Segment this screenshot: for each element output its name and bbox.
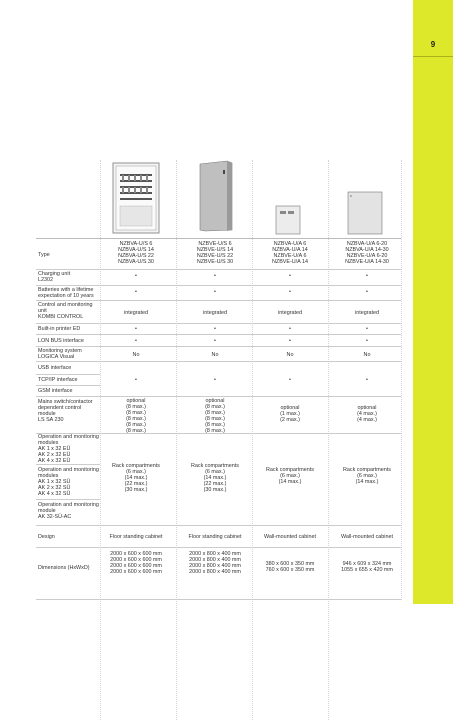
row-divider (36, 396, 401, 397)
row-divider (36, 269, 401, 270)
column-divider (100, 160, 101, 720)
batteries-cell: • (214, 289, 216, 295)
row-label-dimensions: Dimensions (HxWxD) (38, 565, 90, 571)
interfaces-cell: • (289, 377, 291, 383)
row-label-monitoring: Monitoring system LOGICA Visual (38, 348, 82, 361)
rack-cell: Rack compartments (6 max.) (14 max.) (343, 467, 391, 486)
rack-cell: Rack compartments (6 max.) (14 max.) (22 max.) (30 max.) (191, 463, 239, 494)
type-cell: NZBVE-U/S 6 NZBVE-U/S 14 NZBVE-U/S 22 NZBVE-U/S 30 (196, 241, 234, 266)
column-divider (176, 160, 177, 720)
row-divider (36, 323, 401, 324)
row-label-ops-ac: Operation and monitoring module AK 32-SÜ-AC (38, 502, 99, 521)
type-cell: NZBVA-U/A 6-20 NZBVA-U/A 14-30 NZBVE-U/A 6-20 NZBVE-U/A 14-30 (345, 241, 389, 266)
control-cell: integrated (124, 310, 148, 316)
row-divider (36, 385, 100, 386)
row-divider (36, 525, 401, 526)
design-cell: Wall-mounted cabinet (264, 534, 316, 540)
mains-cell: optional (8 max.) (8 max.) (8 max.) (8 max.) (8 max.) (205, 398, 225, 435)
charging-cell: • (366, 273, 368, 279)
wall-cabinet-large-image (347, 191, 383, 235)
printer-cell: • (366, 326, 368, 332)
control-cell: integrated (355, 310, 379, 316)
row-divider (36, 346, 401, 347)
column-divider (401, 160, 402, 600)
monitoring-cell: No (132, 352, 140, 358)
type-cell: NZBVA-U/S 6 NZBVA-U/S 14 NZBVA-U/S 22 NZBVA-U/S 30 (118, 241, 154, 266)
interfaces-cell: • (135, 377, 137, 383)
row-label-tcpip: TCP/IP interface (38, 377, 78, 383)
floor-cabinet-closed-image (199, 160, 233, 232)
row-label-printer: Built-in printer ED (38, 326, 81, 332)
row-divider (36, 334, 401, 335)
lon-cell: • (214, 338, 216, 344)
printer-cell: • (289, 326, 291, 332)
lon-cell: • (289, 338, 291, 344)
row-label-charging: Charging unit L2302 (38, 271, 71, 284)
charging-cell: • (214, 273, 216, 279)
mains-cell: optional (1 max.) (2 max.) (280, 405, 300, 424)
row-divider (36, 238, 401, 239)
charging-cell: • (135, 273, 137, 279)
dimensions-cell: 380 x 600 x 350 mm 760 x 600 x 350 mm (265, 561, 315, 574)
batteries-cell: • (135, 289, 137, 295)
charging-cell: • (289, 273, 291, 279)
page-number: 9 (430, 40, 436, 49)
row-label-lon: LON BUS interface (38, 338, 84, 344)
batteries-cell: • (366, 289, 368, 295)
interfaces-cell: • (214, 377, 216, 383)
dimensions-cell: 2000 x 800 x 400 mm 2000 x 800 x 400 mm 2000 x 800 x 400 mm 2000 x 800 x 400 mm (189, 551, 241, 576)
page-number-rule (413, 56, 453, 57)
row-label-ops-su: Operation and monitoring modules AK 1 x 32 SÜ AK 2 x 32 SÜ AK 4 x 32 SÜ (38, 467, 99, 498)
row-divider (36, 285, 401, 286)
row-divider (36, 547, 401, 548)
interfaces-cell: • (366, 377, 368, 383)
mains-cell: optional (8 max.) (8 max.) (8 max.) (8 max.) (8 max.) (126, 398, 146, 435)
rack-cell: Rack compartments (6 max.) (14 max.) (266, 467, 314, 486)
row-label-mains: Mains switch/contactor dependent control module LS SA 230 (38, 399, 93, 424)
design-cell: Floor standing cabinet (188, 534, 242, 540)
row-label-type: Type (38, 252, 50, 258)
row-divider (36, 374, 100, 375)
row-divider (36, 300, 401, 301)
monitoring-cell: No (211, 352, 219, 358)
printer-cell: • (135, 326, 137, 332)
side-band (413, 0, 453, 604)
control-cell: integrated (278, 310, 302, 316)
row-label-gsm: GSM interface (38, 388, 73, 394)
lon-cell: • (135, 338, 137, 344)
mains-cell: optional (4 max.) (4 max.) (357, 405, 377, 424)
wall-cabinet-small-image (275, 205, 301, 235)
row-label-control: Control and monitoring unit KOMBI CONTROL (38, 302, 93, 321)
control-cell: integrated (203, 310, 227, 316)
monitoring-cell: No (286, 352, 294, 358)
design-cell: Floor standing cabinet (109, 534, 163, 540)
row-label-batteries: Batteries with a lifetime expectation of 10 years (38, 287, 94, 300)
row-divider (36, 499, 100, 500)
floor-cabinet-open-image (112, 162, 160, 234)
row-label-ops-eu: Operation and monitoring modules AK 1 x 32 EÜ AK 2 x 32 EÜ AK 4 x 32 EÜ (38, 434, 99, 465)
batteries-cell: • (289, 289, 291, 295)
type-cell: NZBVA-U/A 6 NZBVA-U/A 14 NZBVE-U/A 6 NZBVE-U/A 14 (272, 241, 308, 266)
column-divider (252, 160, 253, 720)
row-label-usb: USB interface (38, 365, 72, 371)
row-label-design: Design (38, 534, 55, 540)
dimensions-cell: 946 x 609 x 324 mm 1055 x 655 x 420 mm (341, 561, 393, 574)
printer-cell: • (214, 326, 216, 332)
row-divider (36, 361, 401, 362)
lon-cell: • (366, 338, 368, 344)
dimensions-cell: 2000 x 600 x 600 mm 2000 x 600 x 600 mm 2000 x 600 x 600 mm 2000 x 600 x 600 mm (110, 551, 162, 576)
design-cell: Wall-mounted cabinet (341, 534, 393, 540)
row-divider (36, 599, 401, 600)
rack-cell: Rack compartments (6 max.) (14 max.) (22 max.) (30 max.) (112, 463, 160, 494)
monitoring-cell: No (363, 352, 371, 358)
column-divider (328, 160, 329, 720)
